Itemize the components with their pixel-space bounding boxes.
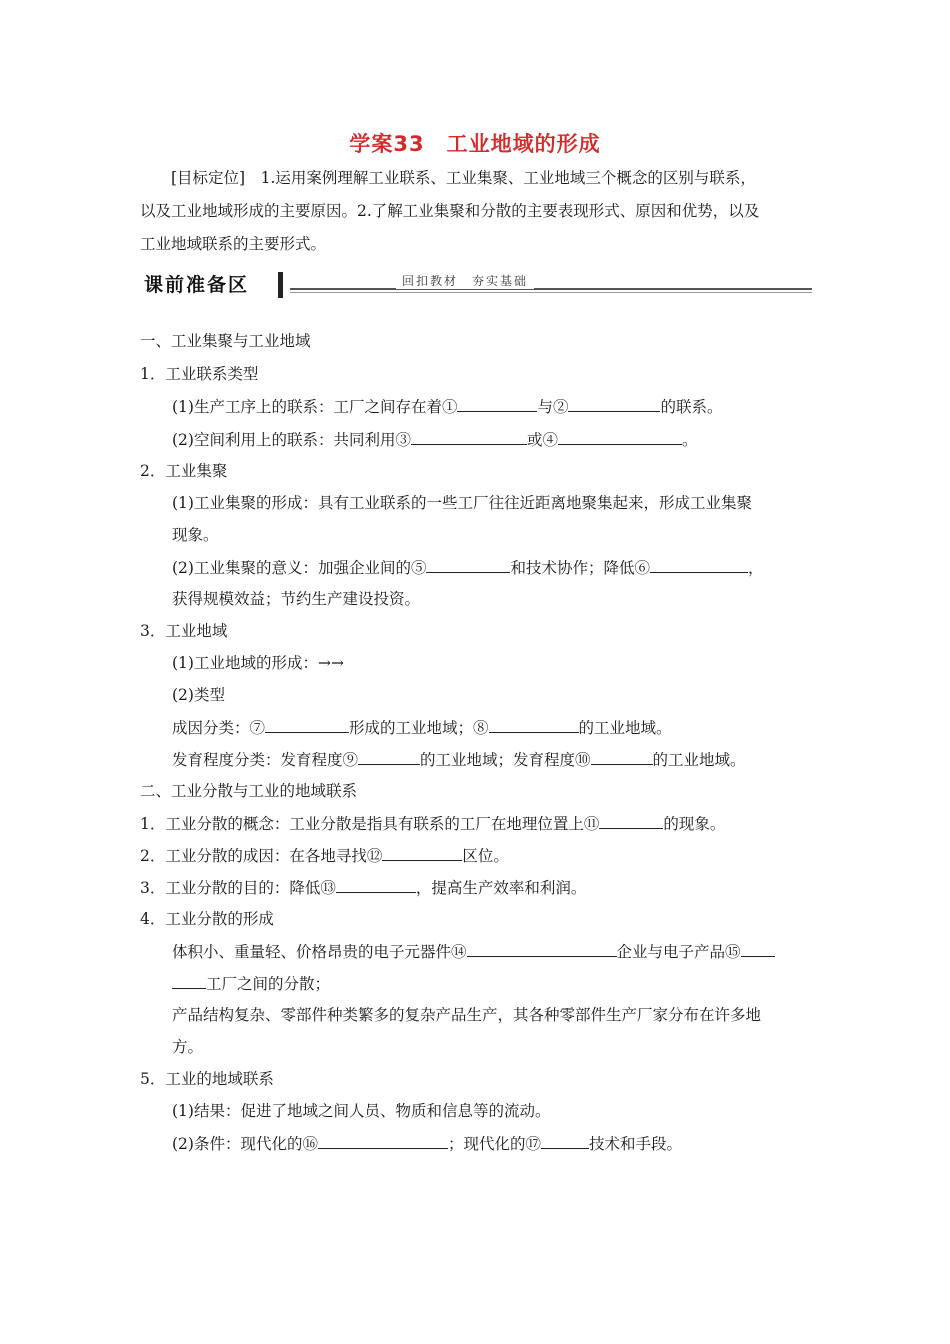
objective-line-2: 以及工业地域形成的主要原因。2.了解工业集聚和分散的主要表现形式、原因和优势，以及	[140, 202, 760, 220]
blank-16[interactable]	[318, 1132, 448, 1149]
blank-1[interactable]	[457, 395, 537, 412]
text-line	[172, 395, 723, 418]
text-fragment: 的联系。	[660, 398, 723, 416]
text-line	[172, 716, 672, 739]
text-fragment: ，	[747, 559, 764, 577]
blank-6[interactable]	[650, 556, 748, 573]
objective-line-3: 工业地域联系的主要形式。	[140, 235, 327, 253]
blank-15-continued[interactable]	[172, 972, 206, 989]
text-line: (2)类型	[172, 686, 225, 704]
subheading-2-4: 4．工业分散的形成	[140, 910, 274, 928]
blank-11[interactable]	[599, 812, 663, 829]
banner-subtitle: 回扣教材 夯实基础	[396, 272, 534, 289]
section-heading-1: 一、工业集聚与工业地域	[140, 332, 311, 350]
text-fragment: 成因分类：⑦	[172, 719, 266, 737]
banner-bar	[278, 272, 283, 298]
text-fragment: 的工业地域。	[652, 751, 746, 769]
blank-13[interactable]	[336, 876, 416, 893]
text-line	[172, 556, 764, 579]
text-fragment: 形成的工业地域；⑧	[349, 719, 489, 737]
text-fragment: (2)条件：现代化的⑯	[172, 1135, 318, 1153]
text-fragment: 与②	[537, 398, 569, 416]
subheading-1-1: 1．工业联系类型	[140, 365, 259, 383]
text-fragment: 技术和手段。	[588, 1135, 682, 1153]
blank-3[interactable]	[411, 428, 527, 445]
text-fragment: 或④	[526, 431, 558, 449]
page-title: 学案33 工业地域的形成	[349, 132, 601, 156]
text-line: 产品结构复杂、零部件种类繁多的复杂产品生产，其各种零部件生产厂家分布在许多地	[172, 1006, 762, 1024]
blank-4[interactable]	[558, 428, 682, 445]
text-fragment: 的工业地域。	[578, 719, 672, 737]
text-fragment: (2)工业集聚的意义：加强企业间的⑤	[172, 559, 427, 577]
text-line	[172, 940, 775, 963]
text-fragment: 发育程度分类：发育程度⑨	[172, 751, 359, 769]
text-fragment: 企业与电子产品⑮	[616, 943, 741, 961]
text-line	[172, 748, 746, 771]
text-fragment: 。	[681, 431, 698, 449]
banner-rule-thin	[290, 292, 812, 293]
text-fragment: 的现象。	[663, 815, 726, 833]
section-banner	[140, 270, 812, 302]
text-fragment: ，提高生产效率和利润。	[415, 879, 587, 897]
objective-line-1: [目标定位] 1.运用案例理解工业联系、工业集聚、工业地域三个概念的区别与联系，	[171, 169, 756, 187]
text-line	[172, 1132, 682, 1155]
text-line: 方。	[172, 1038, 204, 1056]
blank-12[interactable]	[382, 844, 462, 861]
text-fragment: 3．工业分散的目的：降低⑬	[140, 879, 336, 897]
text-fragment: 的工业地域；发育程度⑩	[420, 751, 591, 769]
subheading-2-5: 5．工业的地域联系	[140, 1070, 274, 1088]
banner-tag: 课前准备区	[144, 274, 250, 296]
objective-block	[140, 162, 812, 261]
text-fragment: 和技术协作；降低⑥	[510, 559, 650, 577]
blank-5[interactable]	[426, 556, 510, 573]
text-line	[140, 876, 586, 899]
text-fragment: 工厂之间的分散；	[206, 975, 331, 993]
text-fragment: (2)空间利用上的联系：共同利用③	[172, 431, 411, 449]
blank-8[interactable]	[489, 716, 579, 733]
banner-rule	[290, 288, 812, 290]
blank-9[interactable]	[358, 748, 420, 765]
text-line: (1)结果：促进了地域之间人员、物质和信息等的流动。	[172, 1102, 551, 1120]
text-line	[140, 844, 509, 867]
text-fragment: 区位。	[462, 847, 509, 865]
blank-10[interactable]	[591, 748, 653, 765]
text-line	[172, 428, 698, 451]
text-line: 现象。	[172, 526, 219, 544]
text-fragment: 体积小、重量轻、价格昂贵的电子元器件⑭	[172, 943, 467, 961]
subheading-1-2: 2．工业集聚	[140, 462, 228, 480]
text-fragment: 1．工业分散的概念：工业分散是指具有联系的工厂在地理位置上⑪	[140, 815, 600, 833]
blank-17[interactable]	[541, 1132, 589, 1149]
text-fragment: 2．工业分散的成因：在各地寻找⑫	[140, 847, 383, 865]
blank-7[interactable]	[265, 716, 349, 733]
text-line	[172, 972, 330, 995]
text-line	[140, 812, 725, 835]
section-heading-2: 二、工业分散与工业的地域联系	[140, 782, 358, 800]
blank-15[interactable]	[741, 940, 775, 957]
blank-2[interactable]	[568, 395, 660, 412]
text-line: (1)工业地域的形成：→→	[172, 654, 344, 672]
blank-14[interactable]	[467, 940, 617, 957]
text-line: (1)工业集聚的形成：具有工业联系的一些工厂往往近距离地聚集起来，形成工业集聚	[172, 494, 752, 512]
text-fragment: ；现代化的⑰	[447, 1135, 541, 1153]
subheading-1-3: 3．工业地域	[140, 622, 228, 640]
text-line: 获得规模效益；节约生产建设投资。	[172, 590, 421, 608]
text-fragment: (1)生产工序上的联系：工厂之间存在着①	[172, 398, 458, 416]
